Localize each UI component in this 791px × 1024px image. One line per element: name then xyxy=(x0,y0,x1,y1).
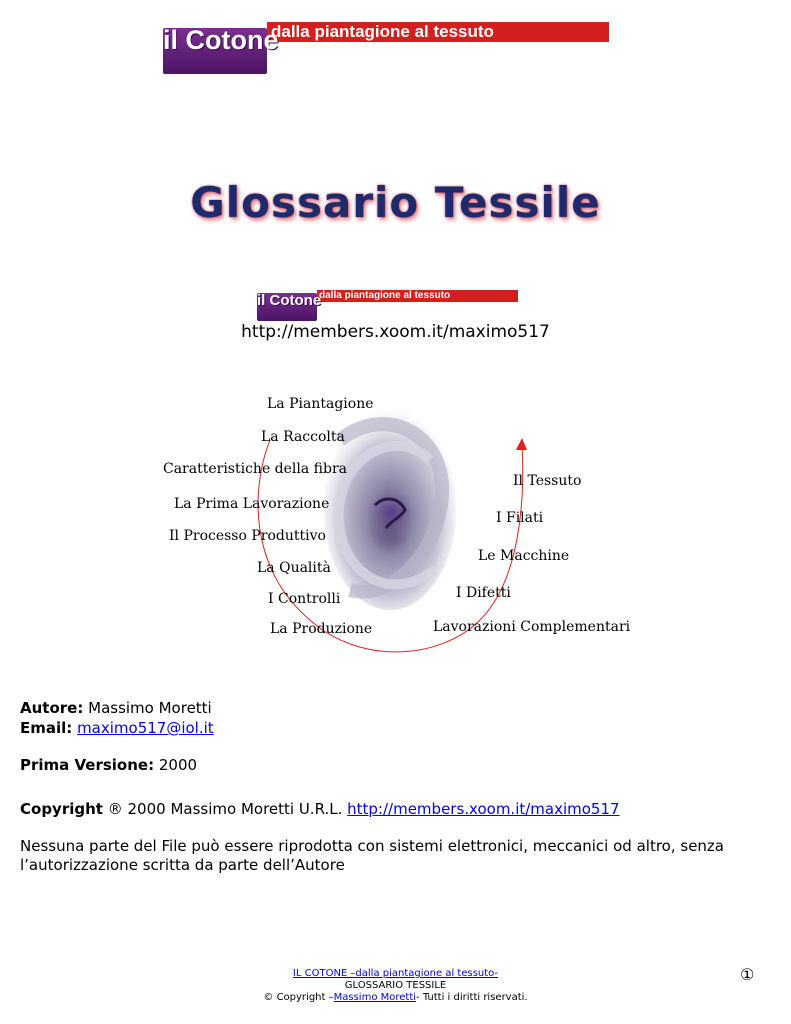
footer-author-link[interactable]: Massimo Moretti xyxy=(333,992,417,1003)
copyright-label: Copyright xyxy=(20,800,103,818)
site-url: http://members.xoom.it/maximo517 xyxy=(241,322,550,342)
menu-item-i-difetti[interactable]: I Difetti xyxy=(456,585,511,601)
menu-item-il-tessuto[interactable]: Il Tessuto xyxy=(513,473,582,489)
menu-item-processo-produttivo[interactable]: Il Processo Produttivo xyxy=(169,528,326,544)
menu-item-la-raccolta[interactable]: La Raccolta xyxy=(261,429,345,445)
header-logo-tagline: dalla piantagione al tessuto xyxy=(271,22,494,41)
email-link[interactable]: maximo517@iol.it xyxy=(77,719,214,737)
footer-copyright-suffix: - Tutti i diritti riservati. xyxy=(416,992,528,1003)
page-number: ① xyxy=(740,965,755,984)
menu-item-la-produzione[interactable]: La Produzione xyxy=(270,621,373,637)
menu-item-i-controlli[interactable]: I Controlli xyxy=(268,591,341,607)
header-logo-brand: il Cotone xyxy=(163,25,279,55)
header-logo xyxy=(163,20,609,74)
page-title: Glossario Tessile xyxy=(190,178,601,227)
email-line xyxy=(20,719,214,737)
copyright-text: ® 2000 Massimo Moretti U.R.L. xyxy=(107,800,343,818)
menu-item-lavorazioni-complementari[interactable]: Lavorazioni Complementari xyxy=(433,619,631,635)
footer-copyright xyxy=(0,992,791,1003)
menu-item-prima-lavorazione[interactable]: La Prima Lavorazione xyxy=(174,496,330,512)
menu-item-la-piantagione[interactable]: La Piantagione xyxy=(267,396,374,412)
small-logo-tagline: dalla piantagione al tessuto xyxy=(319,290,451,301)
footer-doc-title: GLOSSARIO TESSILE xyxy=(344,980,447,991)
header-logo-band xyxy=(267,22,609,42)
small-logo xyxy=(257,289,518,321)
menu-item-le-macchine[interactable]: Le Macchine xyxy=(478,548,570,564)
menu-item-la-qualita[interactable]: La Qualità xyxy=(257,560,331,576)
email-label: Email: xyxy=(20,719,73,737)
footer xyxy=(0,968,791,1003)
version-label: Prima Versione: xyxy=(20,756,155,774)
footer-copyright-prefix: © Copyright – xyxy=(263,992,334,1003)
version-line xyxy=(20,756,197,774)
copyright-line xyxy=(20,800,620,818)
menu-item-caratteristiche-fibra[interactable]: Caratteristiche della fibra xyxy=(163,461,348,477)
version-value: 2000 xyxy=(158,756,198,774)
author-line xyxy=(20,699,212,717)
menu-item-i-filati[interactable]: I Filati xyxy=(496,510,544,526)
footer-site-link[interactable]: IL COTONE –dalla piantagione al tessuto- xyxy=(292,968,499,979)
author-value: Massimo Moretti xyxy=(88,699,212,717)
small-logo-brand: il Cotone xyxy=(257,292,322,309)
author-label: Autore: xyxy=(20,699,84,717)
copyright-url-link[interactable]: http://members.xoom.it/maximo517 xyxy=(347,800,620,818)
small-logo-band xyxy=(317,290,518,302)
notice-text: Nessuna parte del File può essere riprodotta con sistemi elettronici, meccanici od altro, senza l’autorizzazione scritta da parte dell’Autore xyxy=(20,837,724,874)
